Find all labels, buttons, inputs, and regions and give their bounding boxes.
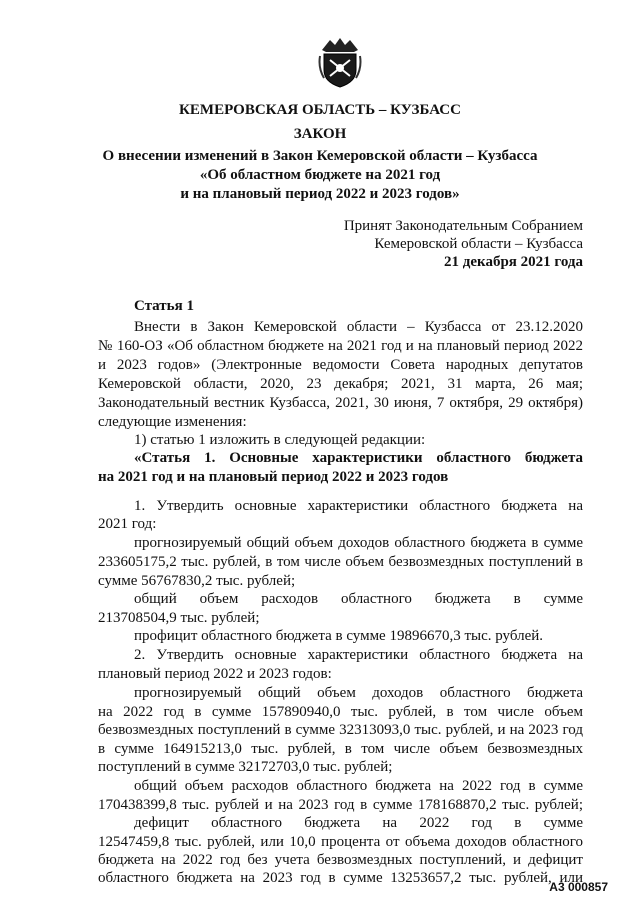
text-line: и 2023 годов» (Электронные ведомости Совета народных депутатов	[98, 357, 583, 373]
law-title-line-1: О внесении изменений в Закон Кемеровской области – Кузбасса	[102, 148, 538, 164]
text-line: безвозмездных поступлений в сумме 32313093,0 тыс. рублей, и на 2023 год	[98, 722, 583, 738]
text-line: общий объем расходов областного бюджета в сумме	[134, 591, 583, 607]
adoption-line-1: Принят Законодательным Собранием	[343, 218, 583, 234]
text-line: на 2022 год в сумме 157890940,0 тыс. рублей, в том числе объем	[98, 704, 583, 720]
text-line: плановый период 2022 и 2023 годов:	[98, 666, 332, 682]
text-line: бюджета на 2022 год без учета безвозмездных поступлений, и дефицит	[98, 852, 583, 868]
article-heading: Статья 1	[134, 298, 194, 314]
text-line: 2. Утвердить основные характеристики областного бюджета на	[134, 647, 583, 663]
text-line: в сумме 164915213,0 тыс. рублей, в том числе объем безвозмездных	[98, 741, 583, 757]
text-line: 1) статью 1 изложить в следующей редакции:	[134, 432, 426, 448]
adoption-date: 21 декабря 2021 года	[444, 254, 583, 270]
text-line: «Статья 1. Основные характеристики областного бюджета	[134, 450, 583, 466]
text-line: поступлений в сумме 32172703,0 тыс. рублей;	[98, 759, 393, 775]
text-line: Внести в Закон Кемеровской области – Кузбасса от 23.12.2020	[134, 319, 583, 335]
adoption-line-2: Кемеровской области – Кузбасса	[374, 236, 583, 252]
text-line: общий объем расходов областного бюджета на 2022 год в сумме	[134, 778, 583, 794]
text-line: прогнозируемый общий объем доходов областного бюджета	[134, 685, 583, 701]
text-line: 213708504,9 тыс. рублей;	[98, 610, 260, 626]
text-line: сумме 56767830,2 тыс. рублей;	[98, 573, 296, 589]
text-line: 1. Утвердить основные характеристики областного бюджета на	[134, 498, 583, 514]
text-line: Кемеровской области, 2020, 23 декабря; 2021, 31 марта, 26 мая;	[98, 376, 583, 392]
document-type: ЗАКОН	[293, 126, 347, 142]
form-serial-number: А3 000857	[549, 880, 608, 894]
text-line: № 160-ОЗ «Об областном бюджете на 2021 год и на плановый период 2022	[98, 338, 583, 354]
law-title-line-2: «Об областном бюджете на 2021 год	[199, 167, 441, 183]
text-line: областного бюджета на 2023 год в сумме 13253657,2 тыс. рублей, или	[98, 870, 583, 886]
text-line: 12547459,8 тыс. рублей, или 10,0 процента от объема доходов областного	[98, 834, 583, 850]
text-line: профицит областного бюджета в сумме 19896670,3 тыс. рублей.	[134, 628, 544, 644]
region-title: КЕМЕРОВСКАЯ ОБЛАСТЬ – КУЗБАСС	[179, 102, 461, 118]
text-line: 233605175,2 тыс. рублей, в том числе объем безвозмездных поступлений в	[98, 554, 583, 570]
text-line: 170438399,8 тыс. рублей и на 2023 год в сумме 178168870,2 тыс. рублей;	[98, 797, 583, 813]
text-line: следующие изменения:	[98, 414, 247, 430]
text-line: прогнозируемый общий объем доходов областного бюджета в сумме	[134, 535, 583, 551]
text-line: Законодательный вестник Кузбасса, 2021, 30 июня, 7 октября, 29 октября)	[98, 395, 583, 411]
text-line: дефицит областного бюджета на 2022 год в сумме	[134, 815, 583, 831]
text-line: 2021 год:	[98, 516, 157, 532]
coat-of-arms-icon	[318, 36, 362, 88]
text-line: на 2021 год и на плановый период 2022 и 2023 годов	[98, 469, 449, 485]
law-title-line-3: и на плановый период 2022 и 2023 годов»	[180, 186, 460, 202]
